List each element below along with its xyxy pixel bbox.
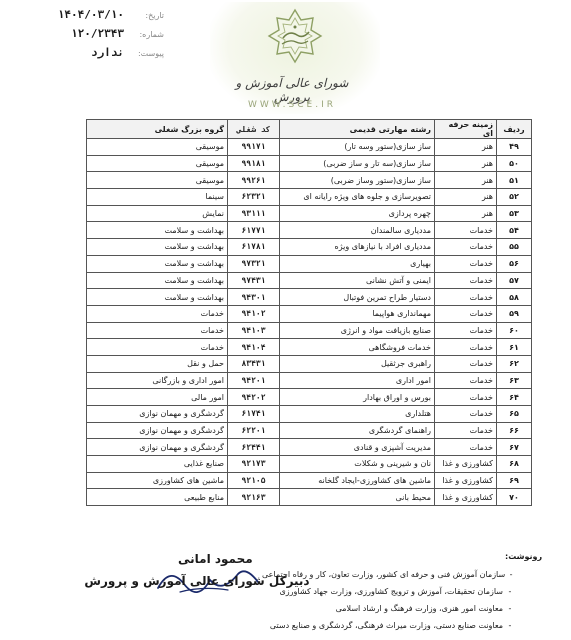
row-job-code: ۹۹۱۷۱ — [228, 139, 280, 156]
header-job-group: گروه بزرگ شغلی — [87, 120, 228, 139]
row-job-code: ۶۲۴۴۱ — [228, 439, 280, 456]
row-field: خدمات — [435, 406, 497, 423]
attachment-value: ندارد — [90, 46, 124, 59]
row-number: ۶۶ — [497, 422, 532, 439]
table-row — [87, 289, 532, 306]
row-job-code: ۶۱۷۴۱ — [228, 406, 280, 423]
row-job-code: ۹۲۱۶۳ — [228, 489, 280, 506]
table-row — [87, 389, 532, 406]
table-header-row — [87, 120, 532, 139]
row-number: ۵۷ — [497, 272, 532, 289]
row-field: خدمات — [435, 422, 497, 439]
row-old-skill: مدیریت آشپزی و قنادی — [280, 439, 435, 456]
row-old-skill: مددیاری افراد با نیازهای ویژه — [280, 239, 435, 256]
dash-icon: - — [509, 570, 513, 579]
row-job-group: ماشین های کشاورزی — [87, 472, 228, 489]
row-field: خدمات — [435, 389, 497, 406]
row-job-code: ۶۲۳۲۱ — [228, 189, 280, 206]
row-number: ۵۵ — [497, 239, 532, 256]
row-job-group: خدمات — [87, 305, 228, 322]
row-field: خدمات — [435, 322, 497, 339]
row-job-group: بهداشت و سلامت — [87, 289, 228, 306]
row-number: ۵۰ — [497, 155, 532, 172]
table-row — [87, 339, 532, 356]
row-job-code: ۹۴۲۰۱ — [228, 372, 280, 389]
row-old-skill: امور اداری — [280, 372, 435, 389]
row-field: خدمات — [435, 255, 497, 272]
row-field: خدمات — [435, 372, 497, 389]
row-number: ۵۸ — [497, 289, 532, 306]
row-job-group: بهداشت و سلامت — [87, 222, 228, 239]
copies-list — [262, 566, 517, 634]
row-field: خدمات — [435, 222, 497, 239]
row-number: ۵۹ — [497, 305, 532, 322]
date-label: تاریخ: — [145, 11, 164, 20]
row-old-skill: مددیاری سالمندان — [280, 222, 435, 239]
signatory-title: دبیرکل شورای عالی آموزش و پرورش — [84, 574, 310, 588]
row-job-code: ۹۴۲۰۲ — [228, 389, 280, 406]
date-value: ۱۴۰۴/۰۳/۱۰ — [57, 8, 124, 21]
row-job-code: ۶۱۷۷۱ — [228, 222, 280, 239]
council-emblem-icon — [255, 8, 335, 74]
table-row — [87, 322, 532, 339]
attachment-row — [14, 46, 164, 65]
row-job-group: بهداشت و سلامت — [87, 272, 228, 289]
copy-item-text: معاونت امور هنری، وزارت فرهنگ و ارشاد اسلامی — [335, 604, 503, 613]
header-old-skill: رشته مهارتی قدیمی — [280, 120, 435, 139]
row-job-group: امور مالی — [87, 389, 228, 406]
row-old-skill: محیط بانی — [280, 489, 435, 506]
number-row — [14, 27, 164, 46]
table-row — [87, 439, 532, 456]
row-old-skill: ساز سازی(سه تار و ساز ضربی) — [280, 155, 435, 172]
row-number: ۶۲ — [497, 355, 532, 372]
row-number: ۴۹ — [497, 139, 532, 156]
row-field: خدمات — [435, 355, 497, 372]
table-body — [87, 139, 532, 506]
row-field: خدمات — [435, 305, 497, 322]
row-job-code: ۹۹۲۶۱ — [228, 172, 280, 189]
row-job-group: امور اداری و بازرگانی — [87, 372, 228, 389]
table-row — [87, 472, 532, 489]
row-field: خدمات — [435, 289, 497, 306]
row-old-skill: مهمانداری هواپیما — [280, 305, 435, 322]
copy-item-text: سازمان آموزش فنی و حرفه ای کشور، وزارت تعاون، کار و رفاه اجتماعی — [262, 570, 506, 579]
row-field: هنر — [435, 189, 497, 206]
table-row — [87, 406, 532, 423]
table-row — [87, 489, 532, 506]
row-job-group: بهداشت و سلامت — [87, 239, 228, 256]
row-old-skill: دستیار طراح تمرین فوتبال — [280, 289, 435, 306]
row-job-code: ۶۱۷۸۱ — [228, 239, 280, 256]
row-old-skill: نان و شیرینی و شکلات — [280, 456, 435, 473]
row-old-skill: تصویرسازی و جلوه های ویژه رایانه ای — [280, 189, 435, 206]
table-row — [87, 255, 532, 272]
row-old-skill: خدمات فروشگاهی — [280, 339, 435, 356]
letter-meta — [14, 8, 164, 65]
table-row — [87, 172, 532, 189]
row-job-group: گردشگری و مهمان نوازی — [87, 406, 228, 423]
row-job-group: حمل و نقل — [87, 355, 228, 372]
row-job-group: موسیقی — [87, 155, 228, 172]
row-old-skill: چهره پردازی — [280, 205, 435, 222]
copy-item-text: سازمان تحقیقات، آموزش و ترویج کشاورزی، وزارت جهاد کشاورزی — [279, 587, 503, 596]
table-row — [87, 205, 532, 222]
row-number: ۵۴ — [497, 222, 532, 239]
number-label: شماره: — [139, 30, 164, 39]
row-field: هنر — [435, 205, 497, 222]
row-old-skill: راهنمای گردشگری — [280, 422, 435, 439]
table-row — [87, 305, 532, 322]
row-number: ۵۲ — [497, 189, 532, 206]
row-job-group: صنایع غذایی — [87, 456, 228, 473]
row-job-code: ۹۴۱۰۲ — [228, 305, 280, 322]
row-field: کشاورزی و غذا — [435, 472, 497, 489]
table-row — [87, 222, 532, 239]
row-job-group: موسیقی — [87, 172, 228, 189]
header-job-code: کد شغلی — [228, 120, 280, 139]
copy-item-text: معاونت صنایع دستی، وزارت میراث فرهنگی، گردشگری و صنایع دستی — [269, 621, 503, 630]
row-job-group: خدمات — [87, 339, 228, 356]
row-field: هنر — [435, 172, 497, 189]
signatory-name: محمود امانی — [178, 552, 253, 566]
date-row — [14, 8, 164, 27]
row-field: خدمات — [435, 439, 497, 456]
row-number: ۶۱ — [497, 339, 532, 356]
copy-item — [262, 617, 517, 634]
row-field: خدمات — [435, 339, 497, 356]
row-number: ۵۶ — [497, 255, 532, 272]
row-job-code: ۹۴۱۰۳ — [228, 322, 280, 339]
dash-icon: - — [508, 587, 512, 596]
website-url: WWW.SCE.IR — [248, 100, 336, 110]
table-row — [87, 239, 532, 256]
row-job-code: ۹۴۱۰۴ — [228, 339, 280, 356]
row-job-code: ۹۷۳۲۱ — [228, 255, 280, 272]
row-field: کشاورزی و غذا — [435, 489, 497, 506]
table-row — [87, 139, 532, 156]
row-old-skill: هتلداری — [280, 406, 435, 423]
row-old-skill: بهیاری — [280, 255, 435, 272]
row-job-group: سینما — [87, 189, 228, 206]
row-old-skill: ساز سازی(ستور وسه تار) — [280, 139, 435, 156]
row-old-skill: ایمنی و آتش نشانی — [280, 272, 435, 289]
row-number: ۶۸ — [497, 456, 532, 473]
row-job-code: ۶۲۲۰۱ — [228, 422, 280, 439]
row-number: ۶۳ — [497, 372, 532, 389]
row-number: ۶۹ — [497, 472, 532, 489]
row-field: خدمات — [435, 272, 497, 289]
table-row — [87, 272, 532, 289]
row-field: کشاورزی و غذا — [435, 456, 497, 473]
row-number: ۵۱ — [497, 172, 532, 189]
header-row-number: ردیف — [497, 120, 532, 139]
row-old-skill: راهبری جرثقیل — [280, 355, 435, 372]
row-job-group: گردشگری و مهمان نوازی — [87, 422, 228, 439]
dash-icon: - — [508, 621, 512, 630]
skills-table — [86, 119, 532, 506]
row-job-group: منابع طبیعی — [87, 489, 228, 506]
header-field: زمینه حرفه ای — [435, 120, 497, 139]
row-job-group: موسیقی — [87, 139, 228, 156]
row-number: ۷۰ — [497, 489, 532, 506]
row-old-skill: صنایع بازیافت مواد و انرژی — [280, 322, 435, 339]
row-number: ۶۴ — [497, 389, 532, 406]
row-field: هنر — [435, 155, 497, 172]
row-job-group: بهداشت و سلامت — [87, 255, 228, 272]
row-job-code: ۹۳۱۱۱ — [228, 205, 280, 222]
row-job-code: ۸۳۴۳۱ — [228, 355, 280, 372]
table-row — [87, 456, 532, 473]
copies-label: رونوشت: — [505, 552, 543, 561]
row-job-code: ۹۹۱۸۱ — [228, 155, 280, 172]
row-job-group: گردشگری و مهمان نوازی — [87, 439, 228, 456]
table-row — [87, 372, 532, 389]
copy-item — [262, 600, 517, 617]
row-job-code: ۹۲۱۷۳ — [228, 456, 280, 473]
row-job-code: ۹۴۳۰۱ — [228, 289, 280, 306]
row-number: ۶۵ — [497, 406, 532, 423]
row-old-skill: ماشین های کشاورزی-ایجاد گلخانه — [280, 472, 435, 489]
copy-item — [262, 583, 517, 600]
row-field: خدمات — [435, 239, 497, 256]
row-job-group: نمایش — [87, 205, 228, 222]
dash-icon: - — [508, 604, 512, 613]
row-number: ۵۳ — [497, 205, 532, 222]
attachment-label: پیوست: — [137, 49, 164, 58]
table-row — [87, 422, 532, 439]
table-row — [87, 155, 532, 172]
table-row — [87, 355, 532, 372]
row-job-code: ۹۲۱۰۵ — [228, 472, 280, 489]
row-number: ۶۷ — [497, 439, 532, 456]
number-value: ۱۲۰/۲۳۴۳ — [71, 27, 124, 40]
row-number: ۶۰ — [497, 322, 532, 339]
table-row — [87, 189, 532, 206]
row-old-skill: ساز سازی(ستور وساز ضربی) — [280, 172, 435, 189]
row-job-code: ۹۷۴۳۱ — [228, 272, 280, 289]
copy-item — [262, 566, 517, 583]
council-name: شورای عالی آموزش و پرورش — [235, 76, 349, 104]
row-job-group: خدمات — [87, 322, 228, 339]
row-old-skill: بورس و اوراق بهادار — [280, 389, 435, 406]
row-field: هنر — [435, 139, 497, 156]
